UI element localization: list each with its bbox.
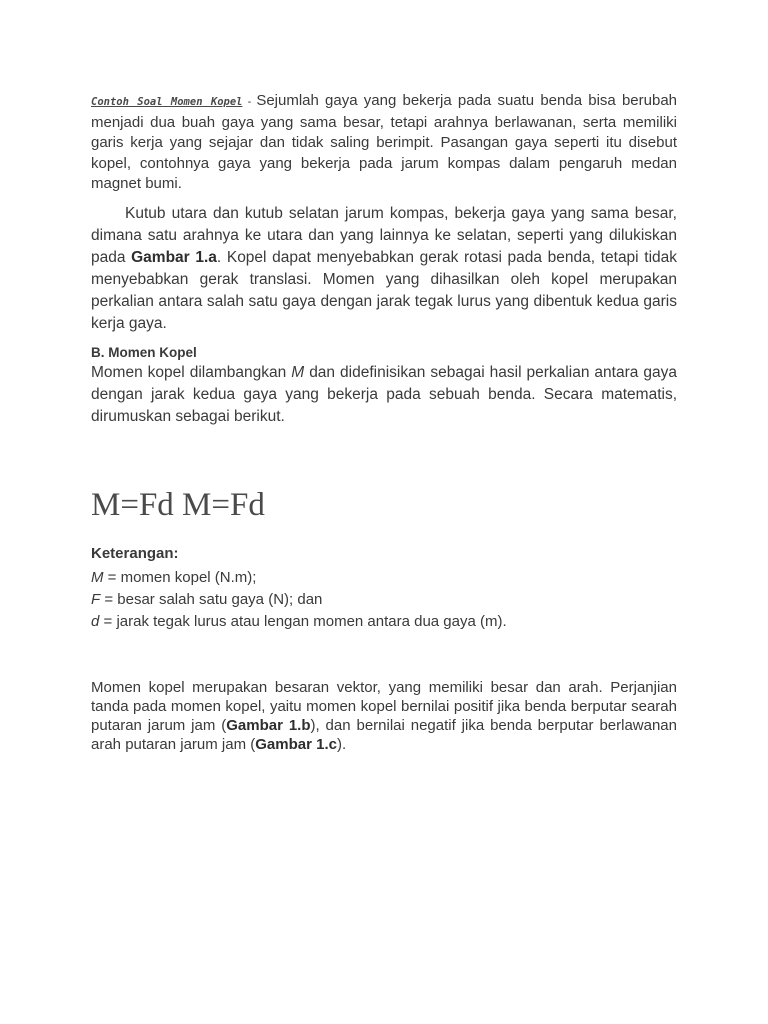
keterangan-text: = momen kopel (N.m); [103, 569, 257, 586]
figure-ref-1b: Gambar 1.b [226, 717, 311, 734]
keterangan-item [91, 567, 677, 589]
compass-text-a: Kutub utara dan kutub selatan jarum kompas, bekerja gaya yang sama besar, dimana satu arahnya ke utara dan yang lainnya ke selatan, seperti yang dilukiskan pada [91, 205, 677, 266]
definition-text-a: Momen kopel dilambangkan [91, 364, 292, 381]
vector-text-b: ), dan bernilai negatif jika benda berputar berlawanan arah putaran jarum jam ( [91, 717, 677, 753]
article-link[interactable]: Contoh Soal Momen Kopel [91, 96, 243, 108]
keterangan-heading: Keterangan: [91, 545, 179, 562]
intro-text: Sejumlah gaya yang bekerja pada suatu benda bisa berubah menjadi dua buah gaya yang sama besar, tetapi arahnya berlawanan, serta memiliki garis kerja yang sejajar dan tidak saling berimpit. Pasangan gaya seperti itu disebut kopel, contohnya gaya yang bekerja pada jarum kompas dalam pengaruh medan magnet bumi. [91, 92, 678, 192]
keterangan-list [91, 567, 677, 633]
figure-ref-1c: Gambar 1.c [255, 736, 337, 753]
vector-text-a: Momen kopel merupakan besaran vektor, yang memiliki besar dan arah. Perjanjian tanda pada momen kopel, yaitu momen kopel bernilai positif jika benda berputar searah putaran jarum jam ( [91, 679, 677, 734]
figure-ref-1a: Gambar 1.a [131, 249, 217, 266]
keterangan-item [91, 589, 677, 611]
keterangan-symbol: F [91, 591, 101, 608]
link-separator: - [242, 96, 257, 108]
symbol-m: M [291, 364, 305, 381]
keterangan-symbol: M [91, 569, 104, 586]
intro-paragraph [91, 91, 677, 195]
definition-text-b: dan didefinisikan sebagai hasil perkalian antara gaya dengan jarak kedua gaya yang bekerja pada sebuah benda. Secara matematis, dirumuskan sebagai berikut. [91, 364, 677, 425]
vector-text-c: ). [336, 736, 347, 753]
vector-paragraph [91, 678, 677, 754]
keterangan-text: = jarak tegak lurus atau lengan momen antara dua gaya (m). [99, 613, 507, 630]
formula: M=Fd M=Fd [91, 487, 265, 523]
compass-text-b: . Kopel dapat menyebabkan gerak rotasi pada benda, tetapi tidak menyebabkan gerak translasi. Momen yang dihasilkan oleh kopel merupakan perkalian antara salah satu gaya dengan jarak tegak lurus yang dibentuk kedua garis kerja gaya. [91, 249, 678, 332]
compass-paragraph [91, 203, 677, 335]
section-heading: B. Momen Kopel [91, 345, 197, 360]
keterangan-item [91, 611, 677, 633]
keterangan-text: = besar salah satu gaya (N); dan [100, 591, 323, 608]
definition-paragraph [91, 362, 677, 428]
keterangan-symbol: d [91, 613, 100, 630]
